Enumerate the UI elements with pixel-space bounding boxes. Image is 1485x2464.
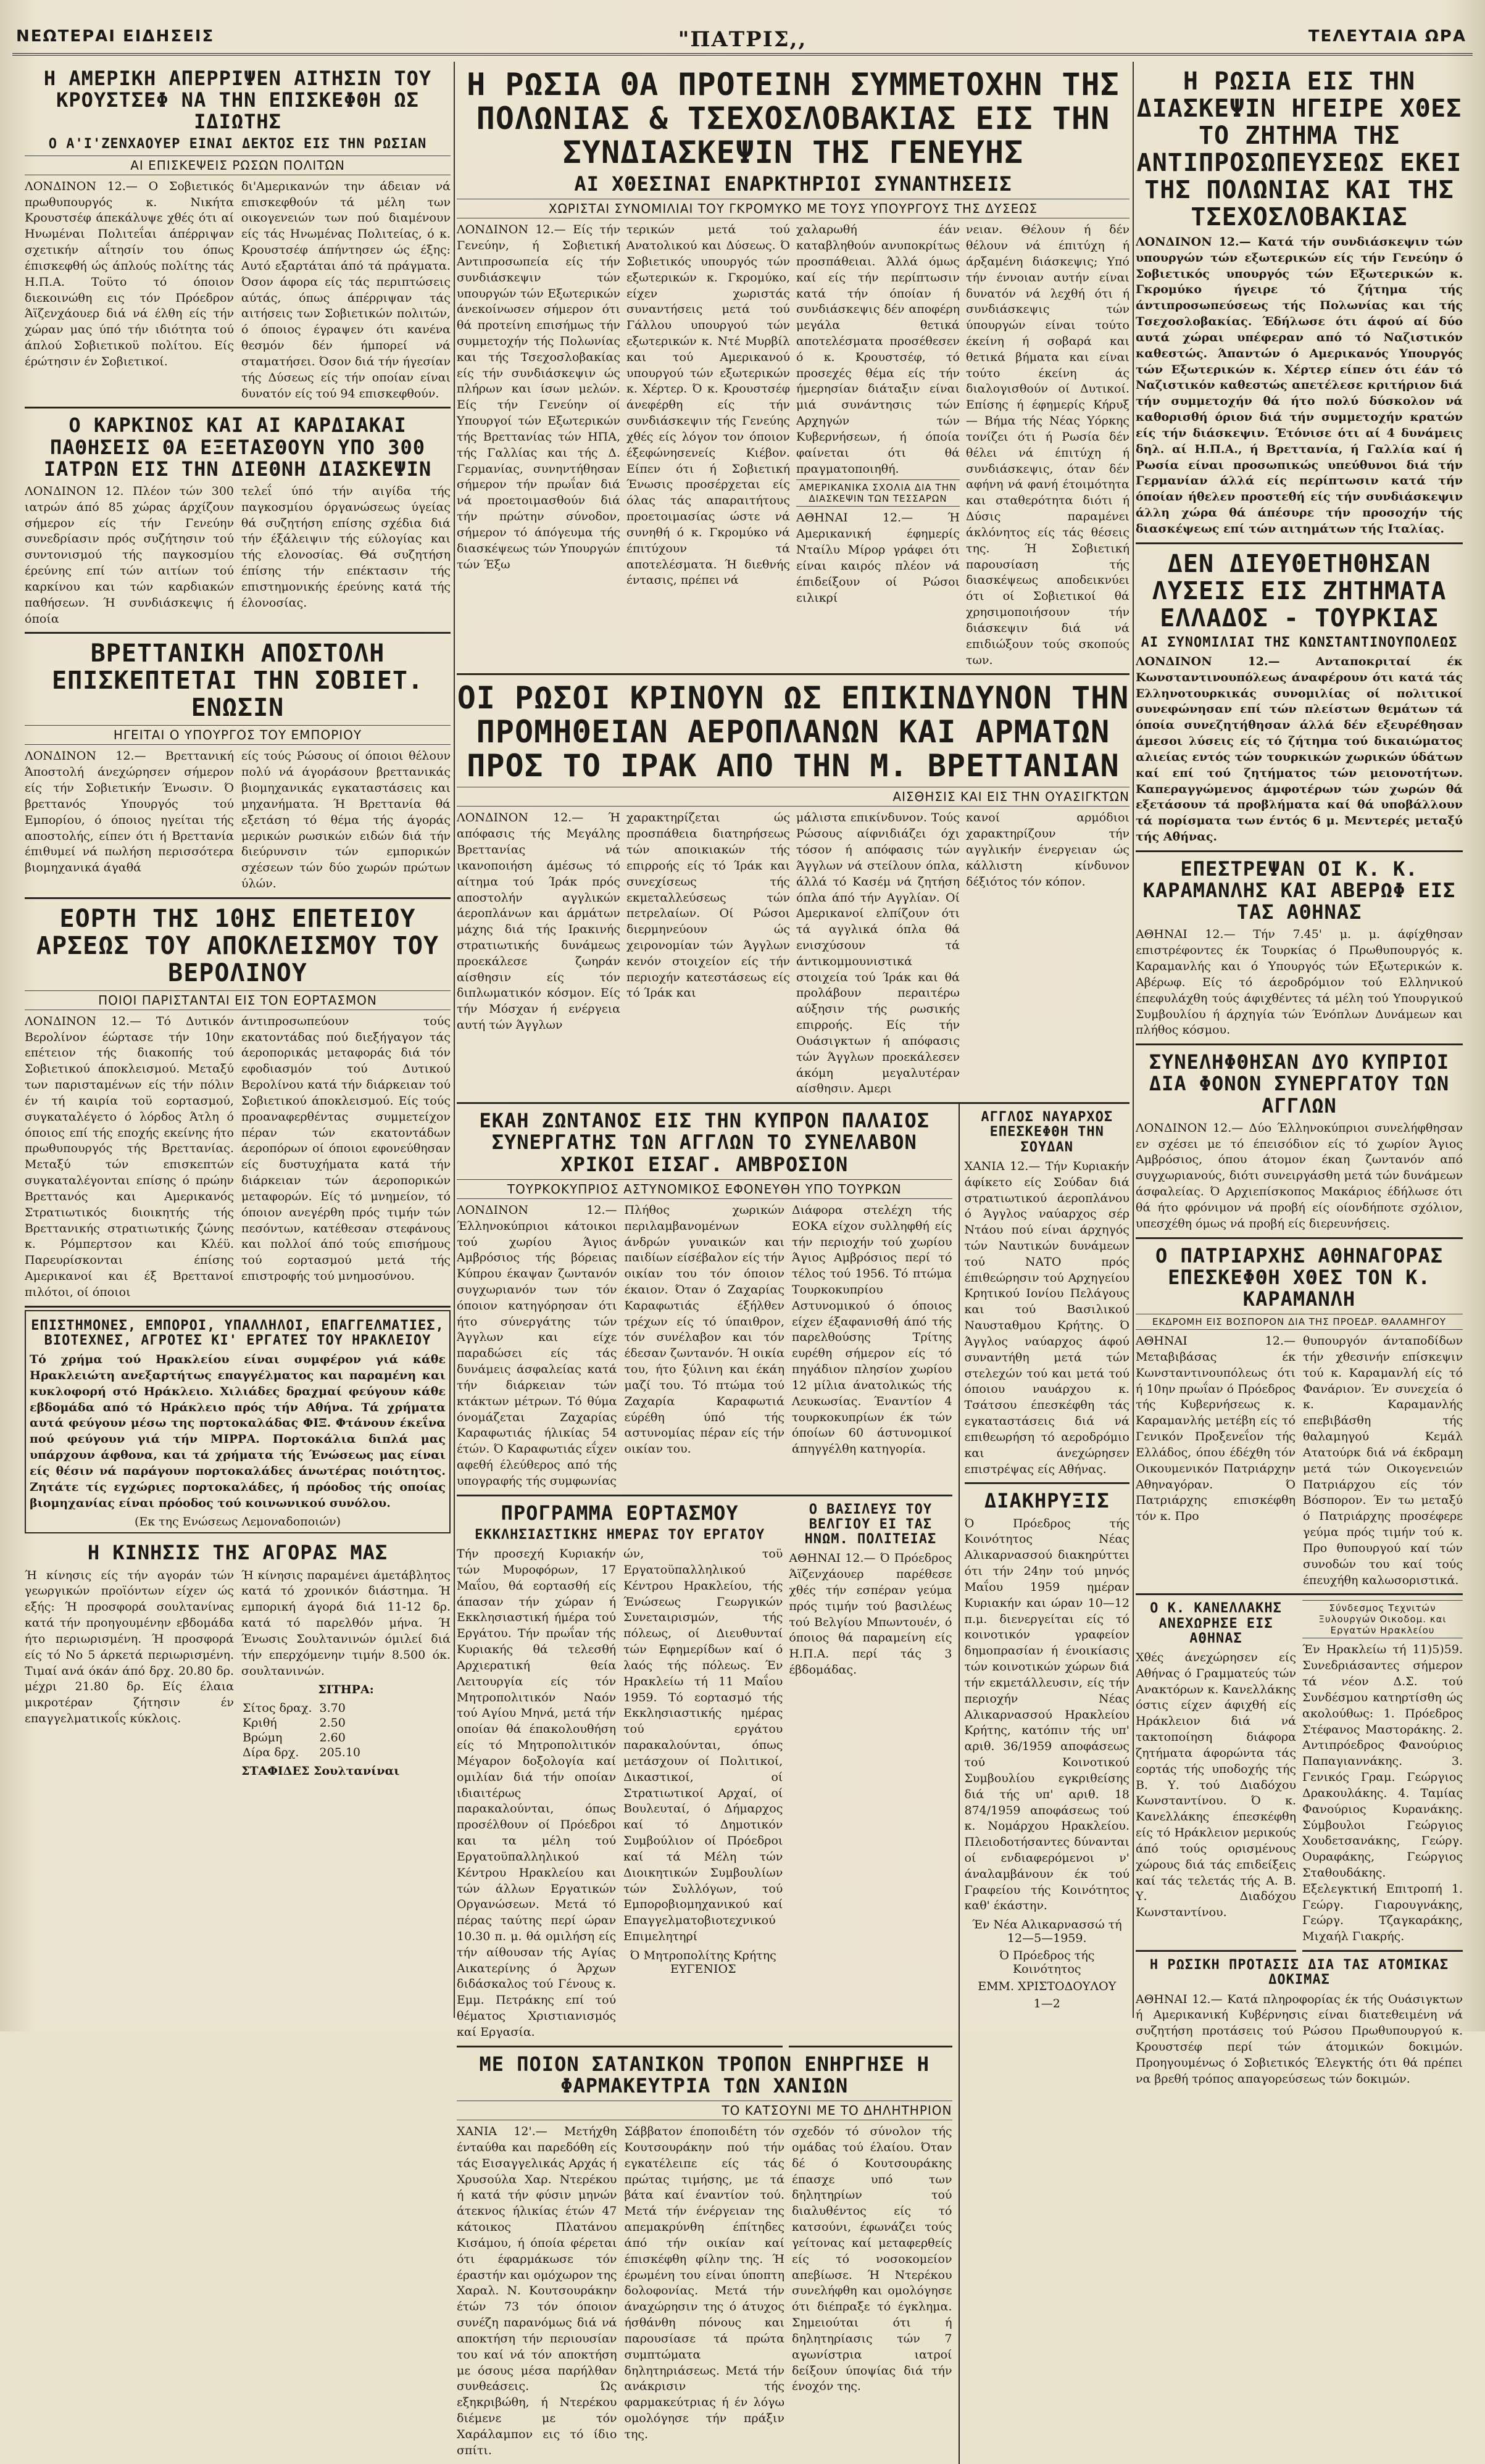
center-lower-row	[457, 1104, 1129, 2463]
article-text: χαλαρωθή έάν καταβληθούν ανυποκρίτως προσπάθειαι. Άλλά όμως καί είς τήν περίπτωσιν κατά τήν όποίαν ή συνδιάσκεψις δέν αποφέρη μεγάλα θετικά αποτελέσματα προσέθεσεν ό κ. Κρουστσέφ, τό προσεχές θέμα είς τήν ήμερησίαν διάταξιν είναι μιά συνάντησις τών Αρχηγών τών Κυβερνήσεων, ή όποία φαίνεται ότι θά πραγματοποιηθή.	[796, 223, 960, 476]
headline: ΔΙΑΚΗΡΥΞΙΣ	[984, 1489, 1110, 1513]
article-text: τελεΐ ύπό τήν αιγίδα τής παγκοσμίου όργανώσεως ύγείας θά συζητήση επίσης σχέδια διά τήν έξάλειψιν τής εύλογίας και τής ελονοσίας. Θά συζητήση έπίσης τήν επέκτασιν τής επιστημονικής έρεύνης κατά τής έλονοσίας.	[241, 484, 451, 610]
subheadline: ΑΙ ΧΘΕΣΙΝΑΙ ΕΝΑΡΚΤΗΡΙΟΙ ΣΥΝΑΝΤΗΣΕΙΣ	[574, 172, 1012, 196]
price-item: Κριθή	[243, 1716, 277, 1730]
article-belgian-king	[789, 1496, 952, 2047]
article-text: είς τούς Ρώσους οί όποιοι θέλουν πολύ νά άγοράσουν βρεττανικάς βιομηχανικάς εγκαταστάσεις και μηχανήματα. Ή Βρεττανία θά εξετάση τό θέμα τής άγοράς μερικών ρωσικών ειδών διά τήν διεύρυνσιν τών εμπορικών σχέσεων τών δύο χωρών πρώτων ύλών.	[241, 749, 451, 890]
notice-title: Σύνδεσμος Τεχνιτών Ξυλουργών Οικοδομ. και Εργατών Ηρακλείου	[1302, 1600, 1463, 1638]
price-value: 2.50	[319, 1716, 346, 1730]
prices-footer: ΣΤΑΦΙΔΕΣ Σουλτανίναι	[241, 1764, 400, 1778]
article-russia-poland-czech	[457, 62, 1129, 675]
column-right	[1136, 62, 1463, 2086]
article-text: ΑΘΗΝΑΙ 12.— Τήν 7.45' μ. μ. άφίχθησαν επιστρέφοντες έκ Τουρκίας ό Πρωθυπουργός κ. Καραμανλής και ό Υπουργός τών Εξωτερικών κ. Αβέρωφ. Είς τό άεροδρόμιον τού Ελληνικού έπεφυλάχθη τούς άφιχθέντες τά μέλη τού Υπουργικού Συμβουλίου ή άρχηγία τών Ένόπλων Δυνάμεων και πλήθος κόσμου.	[1136, 927, 1463, 1037]
headline: ΒΡΕΤΤΑΝΙΚΗ ΑΠΟΣΤΟΛΗ ΕΠΙΣΚΕΠΤΕΤΑΙ ΤΗΝ ΣΟΒΙΕΤ. ΕΝΩΣΙΝ	[52, 639, 423, 723]
signatory-name: ΕΜΜ. ΧΡΙΣΤΟΔΟΥΛΟΥ	[978, 1980, 1117, 1994]
price-value: 3.70	[319, 1701, 346, 1715]
article-text: Ό Πρόεδρος τής Κοινότητος Νέας Αλικαρνασσού διακηρύττει ότι τήν 24ην τού μηνός Μαΐου 1959 ημέραν Κυριακήν και ώραν 10—12 π.μ. διενεργείται είς τό κοινοτικόν γραφείον δημοπρασίαν ή ένοικίασις τών κοινοτικών χώρων διά τήν εκμετάλλευσιν, είς τήν περιοχήν Νέας Αλικαρνασσού Ηρακλείου Κρήτης, κατόπιν τής υπ' αριθ. 36/1959 αποφάσεως τού Κοινοτικού Συμβουλίου εγκριθείσης διά τής υπ' αριθ. 18 874/1959 αποφάσεως τού κ. Νομάρχου Ηρακλείου. Πλειοδοτήσαντες δύνανται οί ενδιαφερόμενοι ν' άναλαμβάνουν έκ τού Γραφείου τής Κοινότητος καθ' έκάστην.	[964, 1516, 1129, 1913]
headline: Η ΡΩΣΙΑ ΘΑ ΠΡΟΤΕΙΝΗ ΣΥΜΜΕΤΟΧΗΝ ΤΗΣ ΠΟΛΩΝΙΑΣ & ΤΣΕΧΟΣΛΟΒΑΚΙΑΣ ΕΙΣ ΤΗΝ ΣΥΝΔΙΑΣΚΕΨΙΝ ΤΗΣ ΓΕΝΕΥΗΣ	[467, 67, 1120, 170]
headline: Ο ΒΑΣΙΛΕΥΣ ΤΟΥ ΒΕΛΓΙΟΥ ΕΙ ΤΑΣ ΗΝΩΜ. ΠΟΛΙΤΕΙΑΣ	[804, 1501, 937, 1548]
article-proclamation	[965, 1484, 1130, 2015]
article-text: άντιπροσωπεύουν τούς εκατοντάδας πού διεξήγαγον τάς άεροπορικάς μεταφοράς διά τόν εφοδιασμόν τού Δυτικού Βερολίνου κατά τήν διάρκειαν τού Σοβιετικού άποκλεισμού. Είς τούς προαναφερθέντας συμμετείχον πέραν τών εκατοντάδων άεροπόρων οί όποιοι εφονεύθησαν είς δυστυχήματα κατά τήν διάρκειαν τών άεροπορικών μεταφορών. Είς τό μνημείον, τό όποιον ανεγέρθη πρός τιμήν τών πεσόντων, κατέθεσαν στεφάνους και πολλοί άπό τούς επισήμους τού εορτασμού μετά τής επιστροφής τού μνημοσύνου.	[241, 1014, 451, 1284]
headline: Η ΡΩΣΙΑ ΕΙΣ ΤΗΝ ΔΙΑΣΚΕΨΙΝ ΗΓΕΙΡΕ ΧΘΕΣ ΤΟ ΖΗΤΗΜΑ ΤΗΣ ΑΝΤΙΠΡΟΣΩΠΕΥΣΕΩΣ ΕΚΕΙ ΤΗΣ ΠΟΛΩΝΙΑΣ ΚΑΙ ΤΗΣ ΤΣΕΧΟΣΛΟΒΑΚΙΑΣ	[1136, 67, 1462, 231]
column-divider	[1133, 62, 1134, 2018]
kicker: ΤΟ ΚΑΤΣΟΥΝΙ ΜΕ ΤΟ ΔΗΛΗΤΗΡΙΟΝ	[457, 2101, 952, 2120]
article-text: Διάφορα στελέχη τής ΕΟΚΑ είχον συλληφθή είς τήν περιοχήν τού χωρίου Άγιος Αμβρόσιος περί τό τέλος τού 1956. Τό πτώμα Τουρκοκυπρίου Αστυνομικού ό όποιος είχεν έξαφανισθή άπό τής παρελθούσης Τρίτης ευρέθη σήμερον είς τό πηγάδιον πλησίον χωρίου 12 μίλια άνατολικώς τής Λευκωσίας. Έναντίον 4 τουρκοκυπρίων έκ τών όποίων 60 άστυνομικοί άπηγγέλθη κατηγορία.	[792, 1203, 952, 1456]
article-text: ΛΟΝΔΙΝΟΝ 12.— Ή απόφασις τής Μεγάλης Βρεττανίας νά ικανοποιήση άμέσως τό αίτημα τού Ίράκ πρός αποστολήν αγγλικών άεροπλάνων και άρμάτων μάχης διά τής Ιρακινής στρατιωτικής δυνάμεως προεκάλεσε ζωηράν αίσθησιν είς τόν διπλωματικόν κόσμον. Είς τήν Μόσχαν ή ενέργεια αυτή τών Άγγλων	[457, 811, 620, 1032]
headline: ΕΠΙΣΤΗΜΟΝΕΣ, ΕΜΠΟΡΟΙ, ΥΠΑΛΛΗΛΟΙ, ΕΠΑΓΓΕΛΜΑΤΙΕΣ, ΒΙΟΤΕΧΝΕΣ, ΑΓΡΟΤΕΣ ΚΙ' ΕΡΓΑΤΕΣ ΤΟΥ ΗΡΑΚΛΕΙΟΥ	[31, 1317, 444, 1348]
article-heraklion-notice	[25, 1310, 451, 1534]
article-text: ΧΑΝΙΑ 12.— Τήν Κυριακήν άφίκετο είς Σούδαν διά στρατιωτικού άεροπλάνου ό Άγγλος ναύαρχος σέρ Ντάου πού είναι άρχηγός τών Ναυτικών δυνάμεων τού ΝΑΤΟ πρός έπιθεώρησιν τού Αρχηγείου Κρητικού Ιονίου Πελάγους και τού Βασιλικού Ναυσταθμου Κρήτης. Ό Άγγλος ναύαρχος άφού συναντήθη μετά τών στελεχών τού και μετά τού όποιου ναυάρχου κ. Τσάτσου έπεσκέφθη τάς εγκαταστάσεις διά νά επιθεωρήση τό αεροδρόμιο και άνεχώρησεν επιστρέψας είς Αθήνας.	[964, 1159, 1129, 1476]
article-iraq-weapons	[457, 675, 1129, 1104]
article-atomic-tests	[1136, 1952, 1463, 2092]
article-america-khrushchev	[25, 62, 451, 409]
kicker: ΗΓΕΙΤΑΙ Ο ΥΠΟΥΡΓΟΣ ΤΟΥ ΕΜΠΟΡΙΟΥ	[25, 725, 451, 745]
article-text: Ή κίνησις είς τήν αγοράν τών γεωργικών προϊόντων είχεν ώς εξής: Ή προσφορά σουλτανίνας κατά τήν προηγουμένην εβδομάδα ήτο περιωρισμένη. Ή προσφορά είς τό Νο 5 άρκετά περιωρισμένη. Τιμαί ανά όκάν άπό δρχ. 20.80 δρ. μέχρι 21.80 δρ. Είς έλαια μικροτέραν ζήτησιν έν επαγγελματικοΐς κύκλοις.	[25, 1568, 234, 1726]
article-british-mission	[25, 634, 451, 898]
article-text: νειαν. Θέλουν ή δέν θέλουν νά έπιτύχη ή άρξαμένη διάσκεψις; Υπό τήν έννοιαν αυτήν είναι δυνατόν νά λεχθή ότι ή συνδιάσκεψις τών ύπουργών είναι τούτο έκείνη ή σοβαρά και θετικά βήματα και είναι τούτο έκείνη άς διαλογισθούν οί Δυτικοί. Επίσης ή έφημερίς Κήρυξ — Βήμα τής Νέας Υόρκης τονίζει ότι ή Ρωσία δέν θέλει νά έπιτύχη ή συνδιάσκεψις, όταν δέν αφήνη νά φανή έτοιμότητα και σταθερότητα διότι ή Δύσις παραμένει άκλόνητος είς τάς θέσεις της. Ή Σοβιετική παρουσίαση τής διασκέψεως αποδεικνύει ότι οί Σοβιετικοί θά χρησιμοποιήσουν τήν διάσκεψιν διά νά επιδιώξουν τούς σκοπούς των.	[966, 223, 1129, 667]
price-item: Βρώμη	[243, 1731, 283, 1745]
notice-number: 1—2	[1033, 1997, 1060, 2011]
masthead	[12, 25, 1473, 56]
article-russia-conference	[1136, 62, 1463, 544]
column-center	[457, 62, 1129, 2457]
article-kanellakis	[1136, 1595, 1296, 1952]
price-row	[243, 1746, 367, 1759]
article-text: Ή κίνησις παραμένει άμετάβλητος κατά τό χρονικόν διάστημα. Ή εμπορική άγορά διά 11-12 δρ. κατά τό παρελθόν μήνα. Ή Ένωσις Σουλτανινών όμιλεί διά τήν επερχόμενην τιμήν 8.500 όκ. σουλτανινών.	[241, 1568, 451, 1678]
kicker: ΑΙΣΘΗΣΙΣ ΚΑΙ ΕΙΣ ΤΗΝ ΟΥΑΣΙΓΚΤΩΝ	[457, 787, 1129, 807]
article-carpenters-union	[1302, 1595, 1463, 1952]
price-row	[243, 1716, 367, 1730]
headline: ΕΠΕΣΤΡΕΨΑΝ ΟΙ Κ. Κ. ΚΑΡΑΜΑΝΛΗΣ ΚΑΙ ΑΒΕΡΩΦ ΕΙΣ ΤΑΣ ΑΘΗΝΑΣ	[1142, 857, 1456, 924]
article-text: Πλήθος χωρικών περιλαμβανομένων άνδρών γυναικών και παιδίων είσέβαλον είς τήν οικίαν του τόν όποιον έκαιον. Όταν ό Ζαχαρίας Καραφωτιάς έξήλθεν τρέχων είς τό ύπαιθρον, τόν συνέλαβον και τόν έδεσαν ζωντανόν. Ή οικία του, ήτο ξύλινη και έκάη μαζί του. Τό πτώμα τού Ζαχαρία Καραφωτιά εύρέθη ύπό τής αστυνομίας πέραν είς τήν οικίαν του.	[624, 1203, 784, 1456]
article-text: ΧΑΝΙΑ 12'.— Μετήχθη ένταύθα και παρεδόθη είς τάς Εισαγγελικάς Αρχάς ή Χρυσούλα Χαρ. Ντερέκου ή κατά τήν φύσιν μηνών άτεκνος ήλικίας έτών 47 κάτοικος Πλατάνου Κισάμου, ή όποία φέρεται ότι έφαρμάκωσε τόν έραστήν και ομόχωρον της Χαραλ. Ν. Κουτσουράκην έτών 73 τόν όποιον συνέζη παρανόμως διά νά αποκτήση τήν περιουσίαν του καί νά τόν αποκτήση με όσους μέσα παρήλθαν συνθεάσεις. Ώς εξηκριβώθη, ή Ντερέκου διέμενε με τόν Χαράλαμπον εις τό ίδιο σπίτι.	[457, 2125, 617, 2457]
masthead-section-right: ΤΕΛΕΥΤΑΙΑ ΩΡΑ	[1308, 27, 1466, 46]
article-text: ΛΟΝΔΙΝΟΝ 12.— Έλληνοκύπριοι κάτοικοι τού χωρίου Άγιος Αμβρόσιος τής βόρειας Κύπρου έκαψαν ζωντανόν συγχωριανόν των τόν όποιον κατηγόρησαν ότι ήτο σύνεργάτης τών Άγγλων και είχε παραδώσει είς τάς δυνάμεις άσφαλείας κατά τήν διάρκειαν τών κτάκτων μέτρων. Τό θύμα όνομάζεται Ζαχαρίας Καραφωτιάς ήλικίας 54 έτών. Ό Καραφωτιάς εΐχεν αφεθή έλεύθερος από τής υπογραφής τής συμφωνίας	[457, 1203, 617, 1488]
article-text: δι'Αμερικανών την άδειαν νά επισκεφθούν τά μέλη των οικογενειών των πού διαμένουν είς τάς Ηνωμένας Πολιτείας, ό κ. Κρουστσέφ άπήντησεν ώς έξης: Αυτό εξαρτάται άπό τά πράγματα. Όσον άφορα είς τάς περιπτώσεις αύτάς, όπως άπέρριψαν τάς αιτήσεις των Σοβιετικών πολιτών, ό όποιος έγραψεν ότι κανένα θεσμόν δέν ήμπορεί νά σταματήσει. Όσον διά τήν ήγεσίαν τής Δύσεως είς τήν οποίαν είναι δυνατόν είς τού 94 επισκεφθούν.	[241, 179, 451, 400]
article-text: τερικών μετά τού Ανατολικού και Δύσεως. Ό Σοβιετικός υπουργός τών εξωτερικών κ. Γκρομύκο, είχεν χωριστάς συναντήσεις μετά τού Γάλλου υπουργού τών εξωτερικών κ. Ντέ Μυρβίλ και τού Αμερικανού υπουργού τών εξωτερικών κ. Χέρτερ. Ό κ. Κρουστσέφ άνεφέρθη είς τήν συνδιάσκεψιν τής Γενεύης χθές είς λόγον τον όποιον έξεφώνησενείς Κιέβον. Είπεν ότι ή Σοβιετική Ένωσις προσέρχεται είς όλας τάς απαραιτήτους προετοιμασίας ώστε νά συνηθή ό κ. Γκρομύκο νά έπιτύχουν τά αποτελέσματα. Ή διεθνής έντασις, πρέπει νά	[626, 223, 790, 587]
article-patriarch-visit	[1136, 1239, 1463, 1596]
headline: Ο ΚΑΡΚΙΝΟΣ ΚΑΙ ΑΙ ΚΑΡΔΙΑΚΑΙ ΠΑΘΗΣΕΙΣ ΘΑ ΕΞΕΤΑΣΘΟΥΝ ΥΠΟ 300 ΙΑΤΡΩΝ ΕΙΣ ΤΗΝ ΔΙΕΘΝΗ ΔΙΑΣΚΕΨΙΝ	[43, 413, 432, 481]
center-lower-left	[457, 1104, 952, 2463]
signature: Ό Μητροπολίτης Κρήτης ΕΥΓΕΝΙΟΣ	[630, 1948, 776, 1976]
article-greece-turkey	[1136, 544, 1463, 852]
kicker: ΕΚΔΡΟΜΗ ΕΙΣ ΒΟΣΠΟΡΟΝ ΔΙΑ ΤΗΣ ΠΡΟΕΔΡ. ΘΑΛΑΜΗΓΟΥ	[1136, 1314, 1463, 1330]
article-workers-day-program	[457, 1496, 783, 2047]
price-row	[243, 1701, 367, 1715]
headline: ΟΙ ΡΩΣΟΙ ΚΡΙΝΟΥΝ ΩΣ ΕΠΙΚΙΝΔΥΝΟΝ ΤΗΝ ΠΡΟΜΗΘΕΙΑΝ ΑΕΡΟΠΛΑΝΩΝ ΚΑΙ ΑΡΜΑΤΩΝ ΠΡΟΣ ΤΟ ΙΡΑΚ ΑΠΟ ΤΗΝ Μ. ΒΡΕΤΤΑΝΙΑΝ	[457, 680, 1129, 784]
subheadline: ΕΚΚΛΗΣΙΑΣΤΙΚΗΣ ΗΜΕΡΑΣ ΤΟΥ ΕΡΓΑΤΟΥ	[475, 1527, 765, 1543]
signatory-role: Ό Πρόεδρος τής Κοινότητος	[999, 1949, 1095, 1977]
article-admiral-souda	[965, 1104, 1130, 1484]
article-text: σχεδόν τό σύνολον τής ομάδας τού έλαίου. Όταν δέ ό Κουτσουράκης έπασχε υπό των δηλητηρίων τού διαλυθέντος είς τό κατσούνι, έφωνάζει τούς γείτονας καί μεταφερθείς είς τό νοσοκομείον απεβίωσε. Ή Ντερέκου συνελήφθη και ομολόγησε ότι διέπραξε τό έγκλημα. Σημειούται ότι ή δηλητηρίασις τών 7 αγωνίστρια ιατροί δείξουν ύποψίας διά τήν ένοχόν της.	[792, 2125, 952, 2394]
headline: Ο ΠΑΤΡΙΑΡΧΗΣ ΑΘΗΝΑΓΟΡΑΣ ΕΠΕΣΚΕΦΘΗ ΧΘΕΣ ΤΟΝ Κ. ΚΑΡΑΜΑΝΛΗ	[1155, 1243, 1444, 1311]
headline: Ο Κ. ΚΑΝΕΛΛΑΚΗΣ ΑΝΕΧΩΡΗΣΕ ΕΙΣ ΑΘΗΝΑΣ	[1150, 1601, 1282, 1646]
masthead-title: "ΠΑΤΡΙΣ,,	[678, 27, 807, 52]
kicker: ΑΜΕΡΙΚΑΝΙΚΑ ΣΧΟΛΙΑ ΔΙΑ ΤΗΝ ΔΙΑΣΚΕΨΙΝ ΤΩΝ ΤΕΣΣΑΡΩΝ	[796, 479, 960, 507]
article-text: ΛΟΝΔΙΝΟΝ 12.— Ανταποκριταί έκ Κωνσταντινουπόλεως άναφέρουν ότι κατά τάς Ελληνοτουρκικάς συνομιλίας οί πολιτικοί συνεφώνησαν επί τών πλείστων θεμάτων τά όποία συνεζητήθησαν άλλά δέν εξευρέθησαν άμεσοι λύσεις είς τό ζήτημα τού δικαιώματος αλιείας εντός τών τουρκικών χωρικών ύδάτων καί επί τού ζητήματος τών μειονοτήτων. Καπεραγγώμενος άμφοτέρων τών χωρών θά εξετάσουν τά προβλήματα καί θά υποβάλλουν τά πορίσματα των έντός 6 μ. Μεντερές μεταξύ τής Αθήνας.	[1136, 654, 1463, 844]
article-text: θυπουργόν άνταποδίδων τήν χθεσινήν επίσκεψιν τού κ. Καραμανλή είς τό Φανάριον. Έν συνεχεία ό κ. Καραμανλής επεβιβάσθη τής θαλαμηγού Κεμάλ Ατατούρκ διά νά έκδραμη μετά τών Οικογενειών Πατριάρχου είς τόν Βόσπορον. Έν τω μεταξύ ό Πατριάρχης προσέφερε γεύμα πρός τιμήν τού κ. Προ θυπουργού καί τών συνοδών του καί τούς έπευχήθη καλωσοριστικά.	[1303, 1334, 1463, 1587]
subheadline: ΑΙ ΣΥΝΟΜΙΛΙΑΙ ΤΗΣ ΚΩΝΣΤΑΝΤΙΝΟΥΠΟΛΕΩΣ	[1141, 634, 1458, 650]
headline: Η ΚΙΝΗΣΙΣ ΤΗΣ ΑΓΟΡΑΣ ΜΑΣ	[87, 1541, 388, 1565]
subheadline: Ο Α'Ι'ΖΕΝΧΑΟΥΕΡ ΕΙΝΑΙ ΔΕΚΤΟΣ ΕΙΣ ΤΗΝ ΡΩΣΙΑΝ	[48, 136, 427, 152]
article-text: Τήν προσεχή Κυριακήν τών Μυροφόρων, 17 Μαΐου, θά εορτασθή είς άπασαν τήν χώραν ή Εκκλησιαστική ήμέρα τού Εργάτου. Τήν πρωΐαν τής Κυριακής θά τελεσθή Αρχιερατική θεία Λειτουργία είς τόν Μητροπολιτικόν Ναόν τού Αγίου Μηνά, μετά τήν οποίαν θά έπακολουθήση είς τό Μητροπολιτικόν Μέγαρον δοξολογία καί ομιλίαν διά τήν οποίαν ιδιαιτέρως παρακαλούνται, όπως προσέλθουν οί Πρόεδροι και τα μέλη τού Εργατοϋπαλληλικού Κέντρου Ηρακλείου και τών άλλων Εργατικών Οργανώσεων. Μετά τό πέρας ταύτης περί ώραν 10.30 π. μ. θά ομιλήση είς τήν αίθουσαν τής Αγίας Αικατερίνης ό Άρχων διδάσκαλος τού Γένους κ. Εμμ. Πετράκης επί τού θέματος Χριστιανισμός καί Εργασία.	[457, 1547, 617, 2039]
price-item: Δίρα δρχ.	[243, 1746, 299, 1760]
article-text: ΛΟΝΔΙΝΟΝ 12.— Τό Δυτικόν Βερολίνον έώρτασε τήν 10ην επέτειον τής διακοπής τού Σοβιετικού άποκλεισμού. Μεταξύ των παρισταμένων είς τήν πόλιν έν τή καιρία τοϋ εορτασμού, συγκαταλέγετο ό λόρδος Άτλη ό όποιος επί τής εποχής εκείνης ήτο πρωθυπουργός τής Βρεττανίας. Μεταξύ τών επισκεπτών συγκαταλέγονται επίσης ό πρώην Βρεττανός και Αμερικανός Στρατιωτικός διοικητής τής Βρεττανικής στρατιωτικής ζώνης κ. Ρόμπερτσον και Κλέϋ. Παρευρίσκονται έπίσης Αμερικανοί και έξ Βρεττανοί πιλότοι, οί όποιοι	[25, 1014, 234, 1299]
article-chania-poisoner	[457, 2047, 952, 2464]
signature: (Εκ της Ενώσεως Λεμοναδοποιών)	[134, 1515, 341, 1529]
article-berlin-anniversary	[25, 899, 451, 1308]
headline: ΕΟΡΤΗ ΤΗΣ 10ΗΣ ΕΠΕΤΕΙΟΥ ΑΡΣΕΩΣ ΤΟΥ ΑΠΟΚΛΕΙΣΜΟΥ ΤΟΥ ΒΕΡΟΛΙΝΟΥ	[36, 904, 439, 987]
kicker: ΧΩΡΙΣΤΑΙ ΣΥΝΟΜΙΛΙΑΙ ΤΟΥ ΓΚΡΟΜΥΚΟ ΜΕ ΤΟΥΣ ΥΠΟΥΡΓΟΥΣ ΤΗΣ ΔΥΣΕΩΣ	[457, 199, 1129, 218]
center-lower-right	[959, 1104, 1130, 2463]
article-text: ΑΘΗΝΑΙ 12.— Ή Αμερικανική έφημερίς Νταίλυ Μίρορ γράφει ότι είναι καιρός πλέον νά έπιδείξουν οί Ρώσοι ειλικρί	[796, 511, 960, 605]
masthead-section-left: ΝΕΩΤΕΡΑΙ ΕΙΔΗΣΕΙΣ	[16, 27, 215, 46]
price-value: 205.10	[319, 1746, 360, 1760]
headline: ΣΥΝΕΛΗΦΘΗΣΑΝ ΔΥΟ ΚΥΠΡΙΟΙ ΔΙΑ ΦΟΝΟΝ ΣΥΝΕΡΓΑΤΟΥ ΤΩΝ ΑΓΓΛΩΝ	[1149, 1050, 1450, 1118]
price-item: Σίτος δραχ.	[243, 1701, 312, 1715]
headline: Η ΑΜΕΡΙΚΗ ΑΠΕΡΡΙΨΕΝ ΑΙΤΗΣΙΝ ΤΟΥ ΚΡΟΥΣΤΣΕΦ ΝΑ ΤΗΝ ΕΠΙΣΚΕΦΘΗ ΩΣ ΙΔΙΩΤΗΣ	[43, 67, 432, 134]
article-karamanlis-return	[1136, 852, 1463, 1045]
kicker: ΠΟΙΟΙ ΠΑΡΙΣΤΑΝΤΑΙ ΕΙΣ ΤΟΝ ΕΟΡΤΑΣΜΟΝ	[25, 990, 451, 1010]
headline: ΜΕ ΠΟΙΟΝ ΣΑΤΑΝΙΚΟΝ ΤΡΟΠΟΝ ΕΝΗΡΓΗΣΕ Η ΦΑΡΜΑΚΕΥΤΡΙΑ ΤΩΝ ΧΑΝΙΩΝ	[479, 2052, 930, 2097]
article-text: ΛΟΝΔΙΝΟΝ 12. Πλέον τών 300 ιατρών άπό 85 χώρας άρχίζουν σήμερον είς τήν Γενεύην συνεδρίασιν πρός συζήτησιν τού συντονισμού τής παγκοσμίου έρεύνης επί τών αιτίων τού καρκίνου και τών καρδιακών παθήσεων. Ή συνδιάσκεψις ή όποία	[25, 484, 234, 626]
prices-table	[241, 1700, 368, 1761]
article-text: ΛΟΝΔΙΝΟΝ 12.— Βρεττανική Άποστολή άνεχώρησεν σήμερον είς τήν Σοβιετικήν Ένωσιν. Ό βρεττανός Υπουργός τού Εμπορίου, ό όποιος ηγείται τής αποστολής, είπεν ότι ή Βρεττανία έπιθυμεί νά πωλήση περισσότερα βιομηχανικά άγαθά	[25, 749, 234, 875]
article-text: ών, τοϋ Εργατοϋπαλληλικού Κέντρου Ηρακλείου, τής Ένώσεως Γεωργικών Συνεταιρισμών, τής πόλεως, οί Διευθυνταί τών Εφημερίδων καί ό λαός τής πόλεως. Έν Ηρακλείω τή 11 Μαΐου 1959. Τό εορτασμό τής Εκκλησιαστικής ημέρας τού εργάτου παρακαλούνται, όπως μετάσχουν οί Πολιτικοί, Δικαστικοί, οί Στρατιωτικοί Αρχαί, οί Βουλευταί, ό Δήμαρχος καί τό Δημοτικόν Συμβούλιον οί Πρόεδροι καί τά Μέλη τών Διοικητικών Συμβουλίων τών Συλλόγων, τού Εμποροβιομηχανικού καί Επαγγελματοβιοτεχνικού Επιμελητηρί	[623, 1547, 783, 1943]
prices-title: ΣΙΤΗΡΑ:	[318, 1683, 374, 1697]
article-text: ΑΘΗΝΑΙ 12.— Μεταβιβάσας έκ Κωνσταντινουπόλεως ότι ή 10ην πρωΐαν ό Πρόεδρος τής Κυβερνήσεως κ. Καραμανλής μετέβη είς τό Γενικόν Προξενεΐον τής Ελλάδος, όπου έδέχθη τόν Οικουμενικόν Πατριάρχην Αθηναγόραν. Ό Πατριάρχης επισκέφθη τόν κ. Προ	[1136, 1334, 1296, 1524]
place-date: Έν Νέα Αλικαρνασσώ τή 12—5—1959.	[971, 1918, 1122, 1946]
price-row	[243, 1731, 367, 1744]
article-text: ΛΟΝΔΙΝΟΝ 12.— Κατά τήν συνδιάσκεψιν τών υπουργών τών εξωτερικών είς τήν Γενεύην ό Σοβιετικός υπουργός τών Εξωτερικών κ. Γκρομύκο ήγειρε τό ζήτημα τής άντιπροσωπεύσεως τής Πολωνίας και τής Τσεχοσλοβακίας. Έδήλωσε ότι άφού αί δύο αυτά χώραι υπέφεραν από τό Ναζιστικόν καθεστώς. Άπαντών ό Αμερικανός Υπουργός τών Εξωτερικών κ. Χέρτερ είπεν ότι έάν τό Ναζιστικόν καθεστώς απετέλεσε κριτήριον διά τήν συμμετοχήν θά ήτο πολύ δύσκολον νά καθορισθή όριον διά τήν συμμετοχήν κρατών είς τήν διάσκεψιν. Έτόνισε ότι αί 4 δυνάμεις δηλ. αί Η.Π.Α., ή Βρεττανία, ή Γαλλία καί ή Ρωσία είναι προσωπικώς υπεύθυνοι διά τήν Γερμανίαν άλλά είς περίπτωσιν κατά τήν όποίαν ήθελεν προστεθή είς τήν συνδιάσκεψιν άλλη χώρα θά άπέσυρε τήν προσοχήν τής διασκέψεως επί τών αιτημάτων τής Ιταλίας.	[1136, 235, 1463, 536]
kicker: ΑΙ ΕΠΙΣΚΕΨΕΙΣ ΡΩΣΩΝ ΠΟΛΙΤΩΝ	[25, 156, 451, 175]
article-text: κανοί αρμόδιοι χαρακτηρίζουν τήν αγγλικήν ένεργειαν ώς κάλλιστη κίνδυνον δέξιότος τόν κόπον.	[966, 811, 1129, 889]
headline: ΠΡΟΓΡΑΜΜΑ ΕΟΡΤΑΣΜΟΥ	[501, 1501, 739, 1525]
article-text: Έν Ηρακλείω τή 11)5)59. Συνεδριάσαντες σήμερον τά νέον Δ.Σ. τού Συνδέσμου κατηρτίσθη ώς ακολούθως: 1. Πρόεδρος Στέφανος Μαστοράκης. 2. Αντιπρόεδρος Φανούριος Παπαγιαννάκης. 3. Γενικός Γραμ. Γεώργιος Δρακουλάκης. 4. Ταμίας Φανούριος Κυρανάκης. Σύμβουλοι Γεώργιος Χουδετσανάκης, Γεώργ. Ουραφάκης, Γεώργιος Σταθουδάκης. Εξελεγκτική Επιτροπή 1. Γεώργ. Γιαρουγνάκης, Γεώργ. Τζαγκαράκης, Μιχαήλ Γιακρής.	[1302, 1643, 1463, 1944]
article-text: ΛΟΝΔΙΝΟΝ 12.— Είς τήν Γενεύην, ή Σοβιετική Αντιπροσωπεία είς τήν συνδιάσκεψιν τών υπουργών τών Εξωτερικών άνεκοίνωσεν σήμερον ότι θά προτείνη επισήμως τήν συμμετοχήν τής Πολωνίας και τής Τσεχοσλοβακίας είς τήν συνδιάσκεψιν ώς πλήρων και ίσων μελών. Είς τήν Γενεύην οί Υπουργοί τών Εξωτερικών τής Βρεττανίας τών ΗΠΑ, τής Γαλλίας και τής Δ. Γερμανίας, συνηντήθησαν σήμερον τήν πρωΐαν διά νά προετοιμασθούν διά τήν πρώτην σύνοδον, σήμερον τό άπόγευμα τής διασκέψεως τών Υπουργών τών Έξω	[457, 223, 620, 571]
price-value: 2.60	[319, 1731, 346, 1745]
right-lower-row	[1136, 1595, 1463, 1952]
kicker: ΤΟΥΡΚΟΚΥΠΡΙΟΣ ΑΣΤΥΝΟΜΙΚΟΣ ΕΦΟΝΕΥΘΗ ΥΠΟ ΤΟΥΡΚΩΝ	[457, 1179, 952, 1199]
article-market-movement	[25, 1536, 451, 1783]
article-text: Χθές άνεχώρησεν είς Αθήνας ό Γραμματεύς τών Ανακτόρων κ. Κανελλάκης όστις είχεν άφιχθή είς Ηράκλειον διά νά τακτοποίηση διάφορα ζητήματα άφορώντα τάς εορτάς τής υποδοχής τής Β. Υ. τού Διαδόχου Κωνσταντίνου. Ό κ. Κανελλάκης έπεσκέφθη είς τό Ηράκλειον μερικούς άπό τούς ορισμένους χώρους διά τάς επιδείξεις καί τάς τελετάς τής Α. Β. Υ. Διαδόχου Κωνσταντίνου.	[1136, 1650, 1296, 1920]
headline: ΕΚΑΗ ΖΩΝΤΑΝΟΣ ΕΙΣ ΤΗΝ ΚΥΠΡΟΝ ΠΑΛΑΙΟΣ ΣΥΝΕΡΓΑΤΗΣ ΤΩΝ ΑΓΓΛΩΝ ΤΟ ΣΥΝΕΛΑΒΟΝ ΧΡΙΚΟΙ ΕΙΣΑΓ. ΑΜΒΡΟΣΙΟΝ	[479, 1109, 930, 1176]
headline: ΔΕΝ ΔΙΕΥΘΕΤΗΘΗΣΑΝ ΛΥΣΕΙΣ ΕΙΣ ΖΗΤΗΜΑΤΑ ΕΛΛΑΔΟΣ - ΤΟΥΡΚΙΑΣ	[1152, 549, 1447, 633]
article-text: ΑΘΗΝΑΙ 12.— Κατά πληροφορίας έκ τής Ουάσιγκτων ή Αμερικανική Κυβέρνησις είναι διατεθειμένη νά συζητήση προτάσεις τού Ρώσου Πρωθυπουργού κ. Κρουστσέφ περί τών άτομικών δοκιμών. Προηγουμένως ό Σοβιετικός Έλεγκτής ότι θά πρέπει να βρεθή τρόπος απαγορεύσεως τών δοκιμών.	[1136, 1992, 1463, 2086]
article-cyprus-burned	[457, 1104, 952, 1496]
article-text: Τό χρήμα τού Ηρακλείου είναι συμφέρον γιά κάθε Ηρακλειώτη ανεξαρτήτως επαγγέλματος και παραμένη και κυκλοφορή στό Ηράκλειο. Χιλιάδες δραχμαί φεύγουν κάθε εβδομάδα από τό Ηράκλειο πρός τήν Αθήνα. Τά χρήματα αυτά φεύγουν μέσω της πορτοκαλάδας ΦΙΞ. Φτάνουν έκεΐνα πού φεύγουν γιά τήν ΜΙΡΡΑ. Πορτοκάλια διπλά μας υπάρχουν άφθονα, και τά χρήματα τής Ένώσεως μας είναι είς θέσιν νά παράγουν πορτοκαλάδες άνωτέρας ποιότητος. Ζητάτε τίς εγχώριες πορτοκαλάδες, ή πρόοδος τής οποίας βιομηχανίας είναι πρόοδος τού κοινωνικού συνόλου.	[30, 1353, 446, 1510]
headline: Η ΡΩΣΙΚΗ ΠΡΟΤΑΣΙΣ ΔΙΑ ΤΑΣ ΑΤΟΜΙΚΑΣ ΔΟΚΙΜΑΣ	[1149, 1957, 1449, 1988]
program-and-king-row	[457, 1496, 952, 2047]
column-left	[25, 62, 451, 2024]
article-text: μάλιστα επικίνδυνον. Τούς Ρώσους αίφνιδιάζει όχι τόσον ή απόφασις τών Άγγλων νά στείλουν όπλα, άλλά τό Κασέμ νά ζητήση όπλα άπό τήν Αγγλίαν. Οί Αμερικανοί ελπίζουν ότι τά αγγλικά όπλα θά ενισχύσουν τά άντικομμουνιστικά στοιχεία τού Ίράκ και θά προλάβουν περαιτέρω αύξησιν τής ρωσικής επιρροής. Είς τήν Ουάσιγκτων ή απόφασις τών Άγγλων προεκάλεσεν άκόμη μεγαλυτέραν αίσθησιν. Αμερι	[796, 811, 960, 1096]
article-text: χαρακτηρίζεται ώς προσπάθεια διατηρήσεως τών αποικιακών τής επιρροής είς τό Ίράκ και συνεχίσεως τής εκμεταλλεύσεως τών πετρελαίων. Οί Ρώσοι διερμηνεύουν ώς χειρονομίαν τών Άγγλων κενόν στοιχείον είς τήν περιοχήν κατεστάσεως είς τό Ίράκ και	[626, 811, 790, 1000]
headline: ΑΓΓΛΟΣ ΝΑΥΑΡΧΟΣ ΕΠΕΣΚΕΦΘΗ ΤΗΝ ΣΟΥΔΑΝ	[981, 1110, 1113, 1155]
column-divider	[454, 62, 455, 2018]
article-text: Σάββατον έποποιδέτη τόν Κουτσουράκην πού τήν εγκατέλειπε είς τάς πρώτας τιμήσης, με τά βάτα καί έναντίον τού. Μετά τήν ένέργειαν της απεμακρύνθη έπίτηδες άπό τήν οικίαν καί έπισκέφθη φίλην της. Ή έρωμένη του είναι ύποπτη δολοφονίας. Μετά τήν άναχώρησιν της ό άτυχος ήσθάνθη πόνους και παρουσίασε τά πρώτα συμπτώματα δηλητηριάσεως. Μετά τήν ανάκρισιν τής φαρμακεύτριας ή έν λόγω ομολόγησε τήν πράξιν της.	[624, 2125, 784, 2441]
article-text: ΑΘΗΝΑΙ 12.— Ό Πρόεδρος Άϊζενχάουερ παρέθεσε χθές τήν εσπέραν γεύμα πρός τιμήν τού βασιλέως τού Βελγίου Μπωντουέν, ό όποιος θά παραμείνη είς Η.Π.Α. περί τάς 3 έβδομάδας.	[789, 1551, 952, 1677]
article-cypriots-arrested	[1136, 1045, 1463, 1238]
article-cancer-conference	[25, 409, 451, 634]
article-text: ΛΟΝΔΙΝΟΝ 12.— Ο Σοβιετικός πρωθυπουργός κ. Νικήτα Κρουστσέφ άπεκάλυψε χθές ότι αί Ηνωμέναι Πολιτεΐαι άπέρριψαν σχετικήν αΐτησίν του όπως έπισκεφθή ώς άπλούς πολίτης τάς Η.Π.Α. Τοϋτο τό όποιον διεκοινώθη εις τόν Πρόεδρον Άϊζενχάουερ διά νά έλθη είς τήν χώραν μας ύπό τήν ιδιότητα τού άπλού Σοβιετικοϋ πολίτου. Είς έρώτησιν έν Σοβιετικοί.	[25, 179, 234, 368]
article-text: ΛΟΝΔΙΝΟΝ 12.— Δύο Έλληνοκύπριοι συνελήφθησαν εν σχέσει με τό έπεισόδιον είς τό χωρίον Άγιος Αμβρόσιος, όπου άτομον έκαη ζωντανόν από συγχωριανούς, διότι συνειργάσθη μετά τών δυνάμεων άσφαλείας. Ό Αρχιεπίσκοπος Μακάριος έδήλωσε ότι θά ήτο φρόνιμον νά προβή είς οίονδήποτε σχόλιον, υπεσχέθη όμως νά προβή είς διερευνήσεις.	[1136, 1121, 1463, 1230]
